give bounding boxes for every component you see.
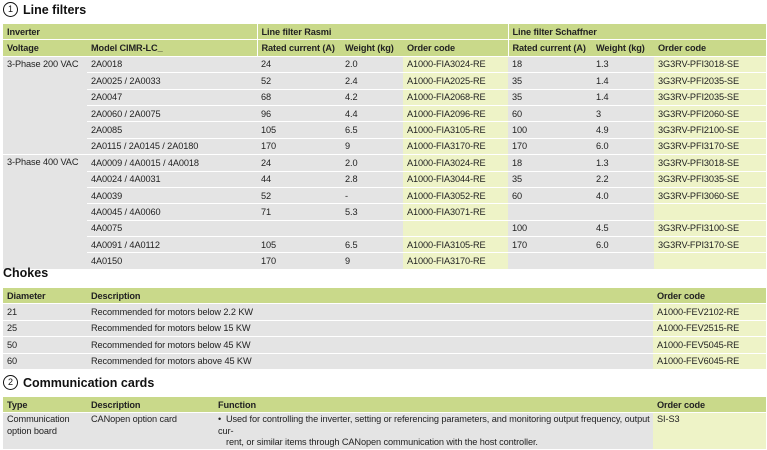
model-cell: 2A0047 bbox=[87, 89, 257, 105]
voltage-cell: 3-Phase 200 VAC bbox=[3, 56, 87, 154]
model-cell: 2A0018 bbox=[87, 56, 257, 72]
schaffner-current-cell: 60 bbox=[508, 187, 592, 203]
rasmi-current-cell: 170 bbox=[257, 253, 341, 269]
description-header: Description bbox=[87, 288, 653, 304]
schaffner-weight-cell: 3 bbox=[592, 105, 654, 121]
schaffner-weight-cell bbox=[592, 253, 654, 269]
table-row bbox=[3, 304, 766, 320]
chokes-title: Chokes bbox=[3, 266, 49, 280]
rasmi-weight-cell: 9 bbox=[341, 138, 403, 154]
model-cell: 2A0025 / 2A0033 bbox=[87, 73, 257, 89]
schaffner-code-cell: 3G3RV-PFI3170-SE bbox=[654, 138, 766, 154]
schaffner-weight-cell: 6.0 bbox=[592, 237, 654, 253]
rasmi-code-cell: A1000-FIA2068-RE bbox=[403, 89, 508, 105]
model-cell: 4A0075 bbox=[87, 220, 257, 236]
schaffner-current-cell: 60 bbox=[508, 105, 592, 121]
function-text: Used for controlling the inverter, setting or referencing parameters, and monitoring output frequency, output cur- bbox=[218, 414, 650, 436]
rasmi-current-cell bbox=[257, 220, 341, 236]
model-cell: 4A0091 / 4A0112 bbox=[87, 237, 257, 253]
schaffner-weight-cell: 1.4 bbox=[592, 73, 654, 89]
line-filters-column-header-row bbox=[3, 40, 766, 56]
schaffner-current-cell: 100 bbox=[508, 122, 592, 138]
comm-cards-table bbox=[3, 397, 766, 450]
schaffner-current-cell: 18 bbox=[508, 56, 592, 72]
schaffner-weight-cell: 4.9 bbox=[592, 122, 654, 138]
model-header: Model CIMR-LC_ bbox=[87, 40, 257, 56]
rasmi-weight-cell: 2.0 bbox=[341, 56, 403, 72]
table-row bbox=[3, 56, 766, 72]
rasmi-weight-cell: 9 bbox=[341, 253, 403, 269]
model-cell: 4A0039 bbox=[87, 187, 257, 203]
rasmi-weight-cell: 4.2 bbox=[341, 89, 403, 105]
schaffner-current-cell bbox=[508, 253, 592, 269]
table-row bbox=[3, 220, 766, 236]
rasmi-weight-cell: 5.3 bbox=[341, 204, 403, 220]
rasmi-weight-cell: - bbox=[341, 187, 403, 203]
rasmi-weight-cell bbox=[341, 220, 403, 236]
choke-code-header: Order code bbox=[653, 288, 766, 304]
comm-cards-heading bbox=[3, 375, 154, 390]
inverter-header: Inverter bbox=[3, 24, 257, 40]
rasmi-code-cell: A1000-FIA3105-RE bbox=[403, 122, 508, 138]
schaffner-weight-cell: 1.3 bbox=[592, 155, 654, 171]
table-row bbox=[3, 337, 766, 353]
chokes-table bbox=[3, 288, 766, 370]
schaffner-weight-cell: 1.3 bbox=[592, 56, 654, 72]
schaffner-current-cell: 170 bbox=[508, 138, 592, 154]
table-row bbox=[3, 353, 766, 369]
table-row bbox=[3, 413, 766, 450]
schaffner-code-cell: 3G3RV-PFI3100-SE bbox=[654, 220, 766, 236]
rasmi-header: Line filter Rasmi bbox=[257, 24, 508, 40]
rasmi-code-cell: A1000-FIA3170-RE bbox=[403, 253, 508, 269]
choke-code-cell: A1000-FEV5045-RE bbox=[653, 337, 766, 353]
table-row bbox=[3, 171, 766, 187]
type-line: Communication bbox=[7, 414, 70, 425]
schaffner-code-cell: 3G3RV-PFI2035-SE bbox=[654, 89, 766, 105]
rasmi-current-cell: 52 bbox=[257, 187, 341, 203]
rasmi-weight-cell: 2.8 bbox=[341, 171, 403, 187]
voltage-header: Voltage bbox=[3, 40, 87, 56]
comm-code-header: Order code bbox=[653, 397, 766, 413]
comm-code-cell: SI-S3 bbox=[653, 413, 766, 450]
table-row bbox=[3, 138, 766, 154]
schaffner-code-cell: 3G3RV-PFI3035-SE bbox=[654, 171, 766, 187]
rasmi-weight-cell: 4.4 bbox=[341, 105, 403, 121]
rasmi-current-cell: 96 bbox=[257, 105, 341, 121]
schaffner-weight-cell bbox=[592, 204, 654, 220]
rasmi-current-cell: 24 bbox=[257, 155, 341, 171]
rasmi-current-cell: 105 bbox=[257, 122, 341, 138]
schaffner-code-cell: 3G3RV-PFI3018-SE bbox=[654, 56, 766, 72]
rasmi-weight-cell: 6.5 bbox=[341, 122, 403, 138]
model-cell: 4A0009 / 4A0015 / 4A0018 bbox=[87, 155, 257, 171]
type-cell bbox=[3, 413, 87, 450]
schaffner-weight-cell: 2.2 bbox=[592, 171, 654, 187]
rasmi-current-cell: 24 bbox=[257, 56, 341, 72]
chokes-heading bbox=[3, 266, 48, 280]
comm-description-cell: CANopen option card bbox=[87, 413, 214, 450]
choke-code-cell: A1000-FEV6045-RE bbox=[653, 353, 766, 369]
schaffner-weight-cell: 6.0 bbox=[592, 138, 654, 154]
rasmi-weight-cell: 6.5 bbox=[341, 237, 403, 253]
table-row bbox=[3, 155, 766, 171]
table-row bbox=[3, 105, 766, 121]
chokes-header-row bbox=[3, 288, 766, 304]
diameter-cell: 21 bbox=[3, 304, 87, 320]
rasmi-code-cell: A1000-FIA3071-RE bbox=[403, 204, 508, 220]
line-filters-table bbox=[3, 24, 766, 270]
line-filters-heading bbox=[3, 2, 86, 17]
rasmi-current-cell: 44 bbox=[257, 171, 341, 187]
line-filters-group-header-row bbox=[3, 24, 766, 40]
rasmi-current-cell: 105 bbox=[257, 237, 341, 253]
rasmi-current-cell: 68 bbox=[257, 89, 341, 105]
schaffner-code-cell: 3G3RV-PFI2100-SE bbox=[654, 122, 766, 138]
schaffner-code-cell: 3G3RV-PFI2035-SE bbox=[654, 73, 766, 89]
voltage-cell: 3-Phase 400 VAC bbox=[3, 155, 87, 270]
model-cell: 2A0115 / 2A0145 / 2A0180 bbox=[87, 138, 257, 154]
description-cell: Recommended for motors below 15 KW bbox=[87, 320, 653, 336]
schaffner-current-cell bbox=[508, 204, 592, 220]
choke-code-cell: A1000-FEV2102-RE bbox=[653, 304, 766, 320]
comm-header-row bbox=[3, 397, 766, 413]
rasmi-current-cell: 52 bbox=[257, 73, 341, 89]
schaffner-code-cell: 3G3RV-PFI2060-SE bbox=[654, 105, 766, 121]
description-cell: Recommended for motors below 2.2 KW bbox=[87, 304, 653, 320]
rasmi-code-cell: A1000-FIA2096-RE bbox=[403, 105, 508, 121]
schaffner-header: Line filter Schaffner bbox=[508, 24, 766, 40]
table-row bbox=[3, 253, 766, 269]
comm-cards-title: Communication cards bbox=[23, 375, 155, 390]
schaffner-current-cell: 35 bbox=[508, 73, 592, 89]
table-row bbox=[3, 73, 766, 89]
schaffner-weight-cell: 1.4 bbox=[592, 89, 654, 105]
diameter-cell: 60 bbox=[3, 353, 87, 369]
schaffner-current-header: Rated current (A) bbox=[508, 40, 592, 56]
rasmi-weight-header: Weight (kg) bbox=[341, 40, 403, 56]
model-cell: 2A0060 / 2A0075 bbox=[87, 105, 257, 121]
table-row bbox=[3, 187, 766, 203]
rasmi-code-cell: A1000-FIA3052-RE bbox=[403, 187, 508, 203]
diameter-header: Diameter bbox=[3, 288, 87, 304]
table-row bbox=[3, 204, 766, 220]
schaffner-weight-cell: 4.5 bbox=[592, 220, 654, 236]
rasmi-code-cell: A1000-FIA3024-RE bbox=[403, 155, 508, 171]
rasmi-code-cell: A1000-FIA3044-RE bbox=[403, 171, 508, 187]
schaffner-weight-header: Weight (kg) bbox=[592, 40, 654, 56]
model-cell: 4A0045 / 4A0060 bbox=[87, 204, 257, 220]
schaffner-current-cell: 35 bbox=[508, 171, 592, 187]
rasmi-code-cell: A1000-FIA3024-RE bbox=[403, 56, 508, 72]
schaffner-code-cell bbox=[654, 253, 766, 269]
rasmi-current-header: Rated current (A) bbox=[257, 40, 341, 56]
function-cell bbox=[214, 413, 653, 450]
model-cell: 4A0024 / 4A0031 bbox=[87, 171, 257, 187]
rasmi-code-cell: A1000-FIA3105-RE bbox=[403, 237, 508, 253]
rasmi-current-cell: 71 bbox=[257, 204, 341, 220]
section-number-badge: 1 bbox=[3, 2, 18, 17]
schaffner-weight-cell: 4.0 bbox=[592, 187, 654, 203]
model-cell: 4A0150 bbox=[87, 253, 257, 269]
table-row bbox=[3, 237, 766, 253]
diameter-cell: 50 bbox=[3, 337, 87, 353]
schaffner-code-header: Order code bbox=[654, 40, 766, 56]
schaffner-current-cell: 170 bbox=[508, 237, 592, 253]
table-row bbox=[3, 89, 766, 105]
table-row bbox=[3, 122, 766, 138]
type-header: Type bbox=[3, 397, 87, 413]
schaffner-code-cell: 3G3RV-PFI3018-SE bbox=[654, 155, 766, 171]
bullet-icon: • bbox=[218, 414, 222, 425]
description-cell: Recommended for motors above 45 KW bbox=[87, 353, 653, 369]
line-filters-title: Line filters bbox=[23, 2, 87, 17]
schaffner-code-cell: 3G3RV-PFI3060-SE bbox=[654, 187, 766, 203]
rasmi-code-cell: A1000-FIA3170-RE bbox=[403, 138, 508, 154]
rasmi-code-cell bbox=[403, 220, 508, 236]
rasmi-weight-cell: 2.4 bbox=[341, 73, 403, 89]
table-row bbox=[3, 320, 766, 336]
function-line: rent, or similar items through CANopen communication with the host controller. bbox=[226, 437, 538, 448]
rasmi-code-header: Order code bbox=[403, 40, 508, 56]
schaffner-current-cell: 35 bbox=[508, 89, 592, 105]
choke-code-cell: A1000-FEV2515-RE bbox=[653, 320, 766, 336]
schaffner-code-cell bbox=[654, 204, 766, 220]
rasmi-weight-cell: 2.0 bbox=[341, 155, 403, 171]
schaffner-current-cell: 18 bbox=[508, 155, 592, 171]
schaffner-current-cell: 100 bbox=[508, 220, 592, 236]
function-header: Function bbox=[214, 397, 653, 413]
model-cell: 2A0085 bbox=[87, 122, 257, 138]
function-line bbox=[218, 414, 653, 437]
type-line: option board bbox=[7, 425, 57, 436]
comm-description-header: Description bbox=[87, 397, 214, 413]
schaffner-code-cell: 3G3RV-FPI3170-SE bbox=[654, 237, 766, 253]
rasmi-code-cell: A1000-FIA2025-RE bbox=[403, 73, 508, 89]
description-cell: Recommended for motors below 45 KW bbox=[87, 337, 653, 353]
rasmi-current-cell: 170 bbox=[257, 138, 341, 154]
diameter-cell: 25 bbox=[3, 320, 87, 336]
section-number-badge: 2 bbox=[3, 375, 18, 390]
